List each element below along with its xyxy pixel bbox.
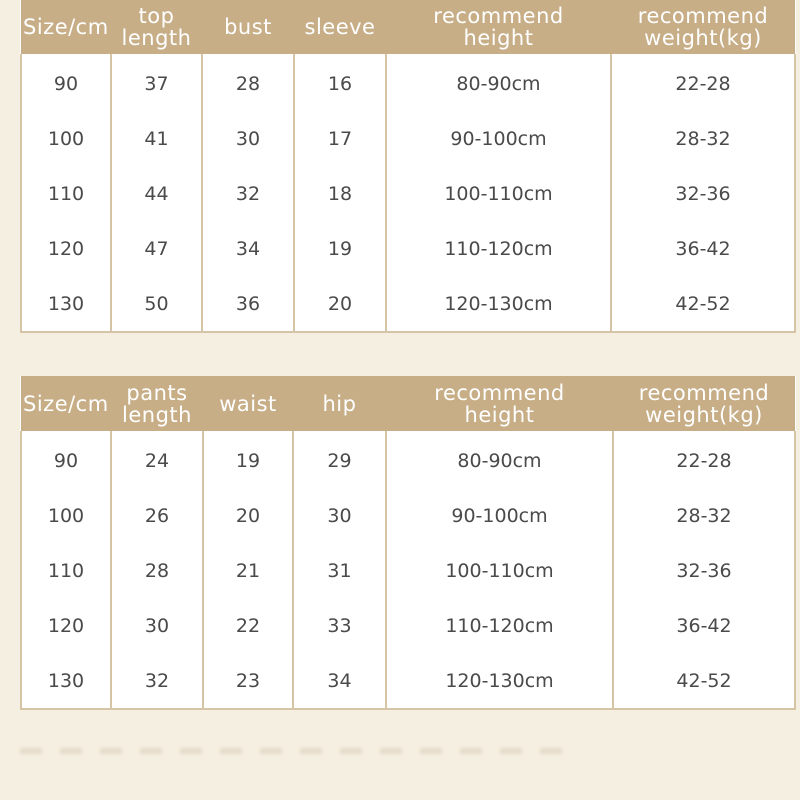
table-cell: 23: [203, 653, 293, 709]
table-cell: 90-100cm: [386, 488, 613, 543]
table-cell: 90-100cm: [386, 111, 611, 166]
table-cell: 16: [294, 54, 386, 111]
table-cell: 110: [21, 543, 111, 598]
table-cell: 21: [203, 543, 293, 598]
table-cell: 120: [21, 598, 111, 653]
column-header-size: Size/cm: [21, 376, 111, 431]
table-row: [21, 54, 795, 111]
table-row: [21, 221, 795, 276]
table-cell: 30: [202, 111, 294, 166]
table-cell: 120: [21, 221, 111, 276]
table-cell: 100-110cm: [386, 543, 613, 598]
table-cell: 19: [203, 431, 293, 488]
column-header-top-length: top length: [111, 0, 202, 54]
table-cell: 34: [293, 653, 386, 709]
table-cell: 22: [203, 598, 293, 653]
table-cell: 90: [21, 431, 111, 488]
column-header-recommend-weight: recommend weight(kg): [613, 376, 795, 431]
table-cell: 36: [202, 276, 294, 332]
table-cell: 100-110cm: [386, 166, 611, 221]
table-cell: 120-130cm: [386, 276, 611, 332]
table-cell: 110-120cm: [386, 221, 611, 276]
table-cell: 22-28: [613, 431, 795, 488]
table-cell: 19: [294, 221, 386, 276]
column-header-recommend-height: recommend height: [386, 376, 613, 431]
table-cell: 130: [21, 653, 111, 709]
table-cell: 33: [293, 598, 386, 653]
table-row: [21, 431, 795, 488]
column-header-size: Size/cm: [21, 0, 111, 54]
table-row: [21, 276, 795, 332]
table-row: [21, 111, 795, 166]
table-cell: 30: [111, 598, 203, 653]
header-row: [21, 0, 795, 54]
table-cell: 80-90cm: [386, 431, 613, 488]
column-header-recommend-weight: recommend weight(kg): [611, 0, 795, 54]
table-cell: 20: [203, 488, 293, 543]
header-row: [21, 376, 795, 431]
column-header-pants-length: pants length: [111, 376, 203, 431]
table-cell: 36-42: [613, 598, 795, 653]
table-row: [21, 488, 795, 543]
table-cell: 42-52: [613, 653, 795, 709]
table-cell: 26: [111, 488, 203, 543]
table-cell: 110: [21, 166, 111, 221]
table-cell: 31: [293, 543, 386, 598]
table-cell: 130: [21, 276, 111, 332]
table-cell: 30: [293, 488, 386, 543]
top-size-table: [20, 0, 796, 333]
table-cell: 28-32: [611, 111, 795, 166]
table-cell: 28-32: [613, 488, 795, 543]
table-cell: 28: [111, 543, 203, 598]
table-cell: 110-120cm: [386, 598, 613, 653]
table-cell: 47: [111, 221, 202, 276]
table-cell: 50: [111, 276, 202, 332]
pants-size-table: [20, 376, 796, 710]
blurred-footer-strip: [20, 748, 580, 754]
table-cell: 32-36: [611, 166, 795, 221]
column-header-sleeve: sleeve: [294, 0, 386, 54]
table-row: [21, 653, 795, 709]
table-cell: 32: [111, 653, 203, 709]
table-cell: 44: [111, 166, 202, 221]
table-cell: 17: [294, 111, 386, 166]
table-row: [21, 543, 795, 598]
table-cell: 24: [111, 431, 203, 488]
table-cell: 120-130cm: [386, 653, 613, 709]
table-cell: 90: [21, 54, 111, 111]
table-cell: 80-90cm: [386, 54, 611, 111]
table-row: [21, 598, 795, 653]
table-cell: 32: [202, 166, 294, 221]
table-cell: 29: [293, 431, 386, 488]
table-cell: 41: [111, 111, 202, 166]
table-cell: 22-28: [611, 54, 795, 111]
table-cell: 37: [111, 54, 202, 111]
table-cell: 34: [202, 221, 294, 276]
table-cell: 42-52: [611, 276, 795, 332]
column-header-recommend-height: recommend height: [386, 0, 611, 54]
table-cell: 100: [21, 111, 111, 166]
table-cell: 100: [21, 488, 111, 543]
table-cell: 28: [202, 54, 294, 111]
table-cell: 20: [294, 276, 386, 332]
column-header-hip: hip: [293, 376, 386, 431]
table-cell: 36-42: [611, 221, 795, 276]
table-cell: 18: [294, 166, 386, 221]
column-header-waist: waist: [203, 376, 293, 431]
table-row: [21, 166, 795, 221]
column-header-bust: bust: [202, 0, 294, 54]
table-cell: 32-36: [613, 543, 795, 598]
